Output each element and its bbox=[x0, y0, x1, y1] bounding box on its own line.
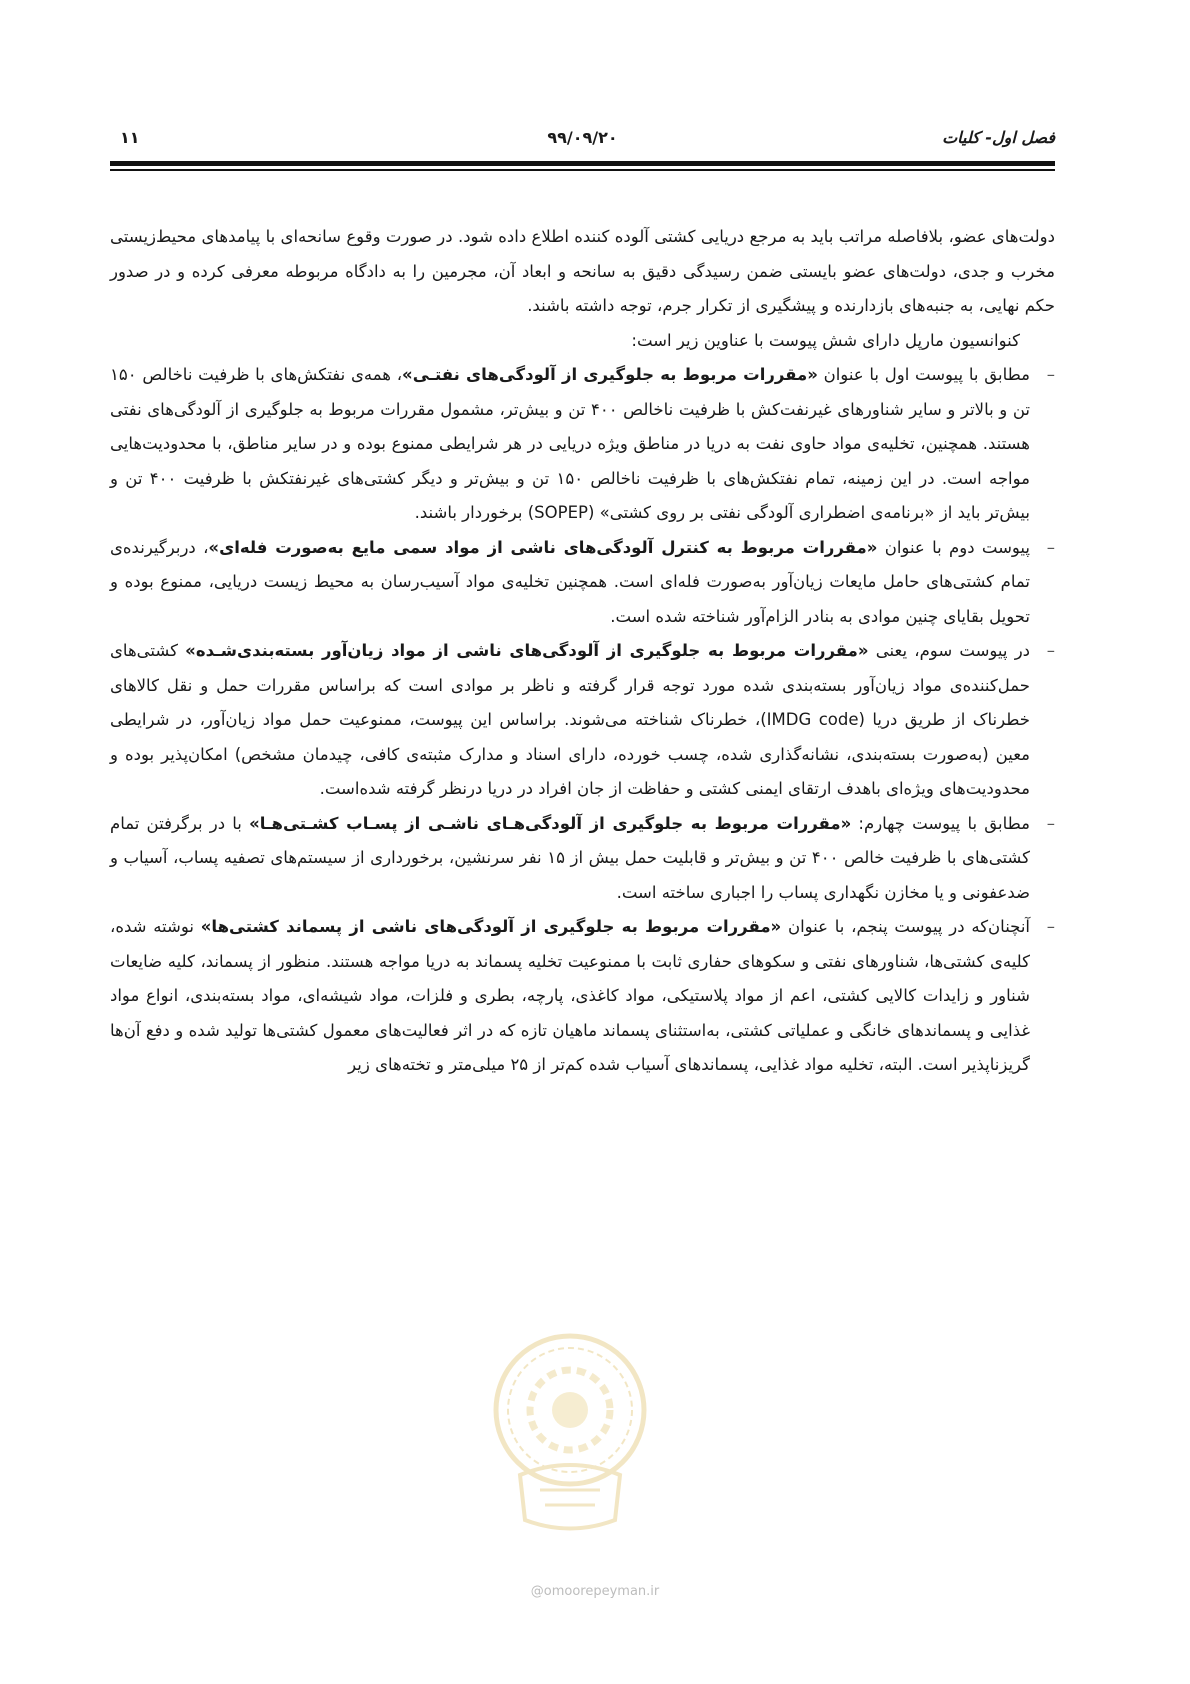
annex-lead-text: مطابق با پیوست اول با عنوان bbox=[817, 365, 1030, 384]
annex-lead-text: در پیوست سوم، یعنی bbox=[868, 641, 1031, 660]
intro-paragraph: دولت‌های عضو، بلافاصله مراتب باید به مرجع دریایی کشتی آلوده کننده اطلاع داده شود. در صورت وقوع سانحه‌ای با پیامدهای محیط‌زیستی مخرب و جدی، دولت‌های عضو بایستی ضمن رسیدگی دقیق به سانحه و ابعاد آن، مجرمین را به دادگاه مربوطه معرفی کرده و در صدور حکم نهایی، به جنبه‌های بازدارنده و پیشگیری از تکرار جرم، توجه داشته باشند. bbox=[110, 227, 1055, 315]
annex-list bbox=[110, 358, 1055, 1083]
dash-bullet-icon: – bbox=[1046, 917, 1055, 936]
annex-lead-text: آنچنان‌که در پیوست پنجم، با عنوان bbox=[781, 917, 1030, 936]
annex-intro-paragraph: کنوانسیون مارپل دارای شش پیوست با عناوین زیر است: bbox=[631, 330, 1020, 350]
annex-body-text: ، دربرگیرنده‌ی تمام کشتی‌های حامل مایعات زیان‌آور به‌صورت فله‌ای است. همچنین تخلیه‌ی مواد آسیب‌رسان به محیط زیست دریایی، ممنوع بوده و تحویل بقایای چنین موادی به بنادر الزام‌آور شناخته شده است. bbox=[110, 537, 1030, 626]
annex-lead-text: پیوست دوم با عنوان bbox=[877, 537, 1030, 557]
annex-body-text: کشتی‌های حمل‌کننده‌ی مواد زیان‌آور بسته‌بندی شده مورد توجه قرار گرفته و ناظر بر موادی است که براساس مقررات حمل و نقل کالاهای خطرناک از طریق دریا (IMDG code)، خطرناک شناخته می‌شوند. براساس این پیوست، ممنوعیت حمل مواد زیان‌آور، در شرایطی معین (به‌صورت بسته‌بندی، نشانه‌گذاری شده، چسب خورده، دارای اسناد و مدارک مثبته‌ی کافی، چیدمان مشخص) امکان‌پذیر بوده و محدودیت‌های ویژه‌ای باهدف ارتقای ایمنی کشتی و حفاظت از جان افراد در دریا درنظر گرفته شده‌است. bbox=[110, 641, 1030, 798]
chapter-title: فصل اول- کلیات bbox=[942, 128, 1055, 147]
annex-item-3 bbox=[110, 634, 1055, 807]
seal-watermark-icon bbox=[490, 1315, 650, 1545]
dash-bullet-icon: – bbox=[1046, 537, 1055, 557]
page-number: ۱۱ bbox=[120, 128, 140, 147]
annex-title: «مقررات مربوط به جلوگیری از آلودگی‌های ناشی از مواد زیان‌آور بسته‌بندی‌شـده» bbox=[185, 641, 869, 660]
annex-title: «مقررات مربوط به جلوگیری از آلودگی‌های نفتـی» bbox=[402, 365, 818, 384]
annex-body-text: نوشته شده، کلیه‌ی کشتی‌ها، شناورهای نفتی و سکوهای حفاری ثابت با ممنوعیت تخلیه پسماند به دریا مواجه هستند. منظور از پسماند، کلیه ضایعات شناور و زایدات کالایی کشتی، اعم از مواد پلاستیکی، مواد کاغذی، پارچه، بطری و فلزات، مواد شیشه‌ای، مواد بسته‌بندی، انواع مواد غذایی و پسماندهای خانگی و عملیاتی کشتی، به‌استثنای پسماند ماهیان تازه که در اثر فعالیت‌های معمول کشتی‌ها تولید شده و دفع آن‌ها گریزناپذیر است. البته، تخلیه مواد غذایی، پسماندهای آسیاب شده کم‌تر از ۲۵ میلی‌متر و تخته‌های زیر bbox=[110, 917, 1030, 1074]
annex-title: «مقررات مربوط به جلوگیری از آلودگی‌های ناشی از پسماند کشتی‌ها» bbox=[200, 917, 782, 936]
page-header bbox=[110, 128, 1055, 154]
dash-bullet-icon: – bbox=[1046, 813, 1055, 833]
annex-item-2 bbox=[110, 531, 1055, 635]
header-rule-thin bbox=[110, 169, 1055, 171]
annex-body-text: با در برگرفتن تمام کشتی‌های با ظرفیت خالص ۴۰۰ تن و بیش‌تر و قابلیت حمل بیش از ۱۵ نفر سرنشین، برخورداری از سیستم‌های تصفیه پساب، آسیاب و ضدعفونی و یا مخازن نگهداری پساب را اجباری ساخته است. bbox=[110, 813, 1031, 902]
header-date: ۹۹/۰۹/۲۰ bbox=[547, 128, 618, 147]
annex-lead-text: مطابق با پیوست چهارم: bbox=[851, 813, 1030, 833]
annex-body-text: ، همه‌ی نفتکش‌های با ظرفیت ناخالص ۱۵۰ تن و بالاتر و سایر شناورهای غیرنفت‌کش با ظرفیت ناخالص ۴۰۰ تن و بیش‌تر، مشمول مقررات مربوط به جلوگیری از آلودگی‌های نفتی هستند. همچنین، تخلیه‌ی مواد حاوی نفت به دریا در مناطق ویژه دریایی در هر شرایطی ممنوع بوده و در سایر مناطق، با محدودیت‌هایی مواجه است. در این زمینه، تمام نفتکش‌های با ظرفیت ناخالص ۱۵۰ تن و بیش‌تر و دیگر کشتی‌های غیرنفتکش با ظرفیت ۴۰۰ تن و بیش‌تر باید از «برنامه‌ی اضطراری آلودگی نفتی بر روی کشتی» (SOPEP) برخوردار باشند. bbox=[110, 365, 1030, 522]
dash-bullet-icon: – bbox=[1046, 365, 1055, 384]
annex-item-1 bbox=[110, 358, 1055, 531]
header-rule-thick bbox=[110, 161, 1055, 166]
annex-item-4 bbox=[110, 807, 1055, 911]
watermark-url: @omoorepeyman.ir bbox=[530, 1584, 660, 1599]
dash-bullet-icon: – bbox=[1046, 641, 1055, 660]
annex-item-5 bbox=[110, 910, 1055, 1083]
annex-title: «مقررات مربوط به جلوگیری از آلودگی‌هـای ناشـی از پسـاب کشـتی‌هـا» bbox=[249, 813, 852, 833]
annex-title: «مقررات مربوط به کنترل آلودگی‌های ناشی از مواد سمی مایع به‌صورت فله‌ای» bbox=[208, 537, 878, 557]
page-body bbox=[110, 220, 1055, 1083]
